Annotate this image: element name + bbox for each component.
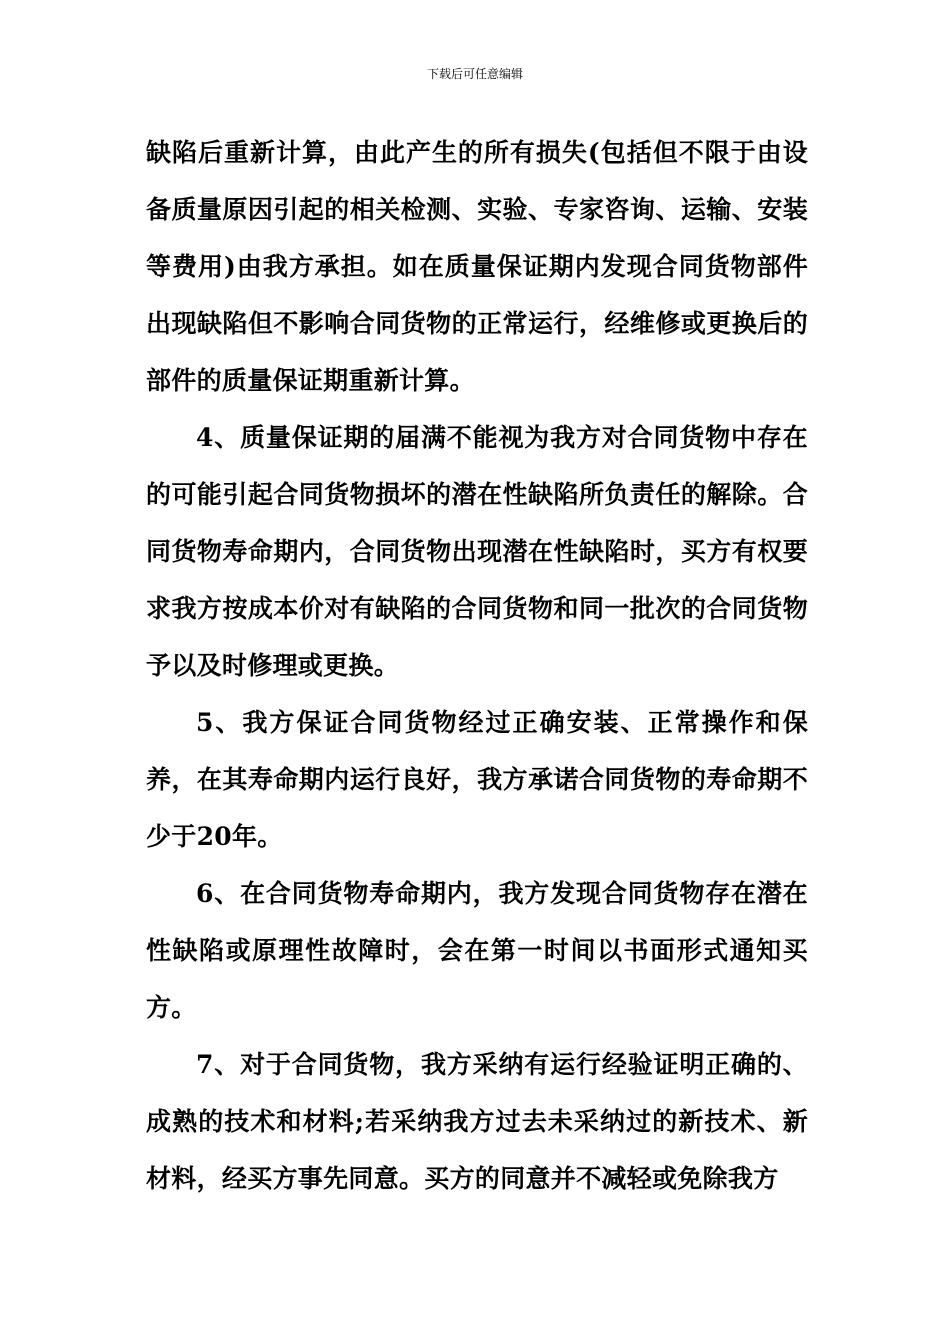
document-body bbox=[146, 124, 808, 1207]
page-header: 下载后可任意编辑 bbox=[426, 67, 523, 81]
paragraph-clause-7: 7、对于合同货物，我方采纳有运行经验证明正确的、成熟的技术和材料;若采纳我方过去未采纳过的新技术、新材料，经买方事先同意。买方的同意并不减轻或免除我方 bbox=[146, 1050, 808, 1193]
paragraph-clause-6: 6、在合同货物寿命期内，我方发现合同货物存在潜在性缺陷或原理性故障时，会在第一时间以书面形式通知买方。 bbox=[146, 879, 808, 1022]
paragraph-clause-5: 5、我方保证合同货物经过正确安装、正常操作和保养，在其寿命期内运行良好，我方承诺合同货物的寿命期不少于20年。 bbox=[146, 708, 808, 851]
paragraph-continuation: 缺陷后重新计算，由此产生的所有损失(包括但不限于由设备质量原因引起的相关检测、实验、专家咨询、运输、安装等费用)由我方承担。如在质量保证期内发现合同货物部件出现缺陷但不影响合同货物的正常运行，经维修或更换后的部件的质量保证期重新计算。 bbox=[146, 138, 808, 395]
paragraph-clause-4: 4、质量保证期的届满不能视为我方对合同货物中存在的可能引起合同货物损坏的潜在性缺陷所负责任的解除。合同货物寿命期内，合同货物出现潜在性缺陷时，买方有权要求我方按成本价对有缺陷的合同货物和同一批次的合同货物予以及时修理或更换。 bbox=[146, 423, 808, 680]
